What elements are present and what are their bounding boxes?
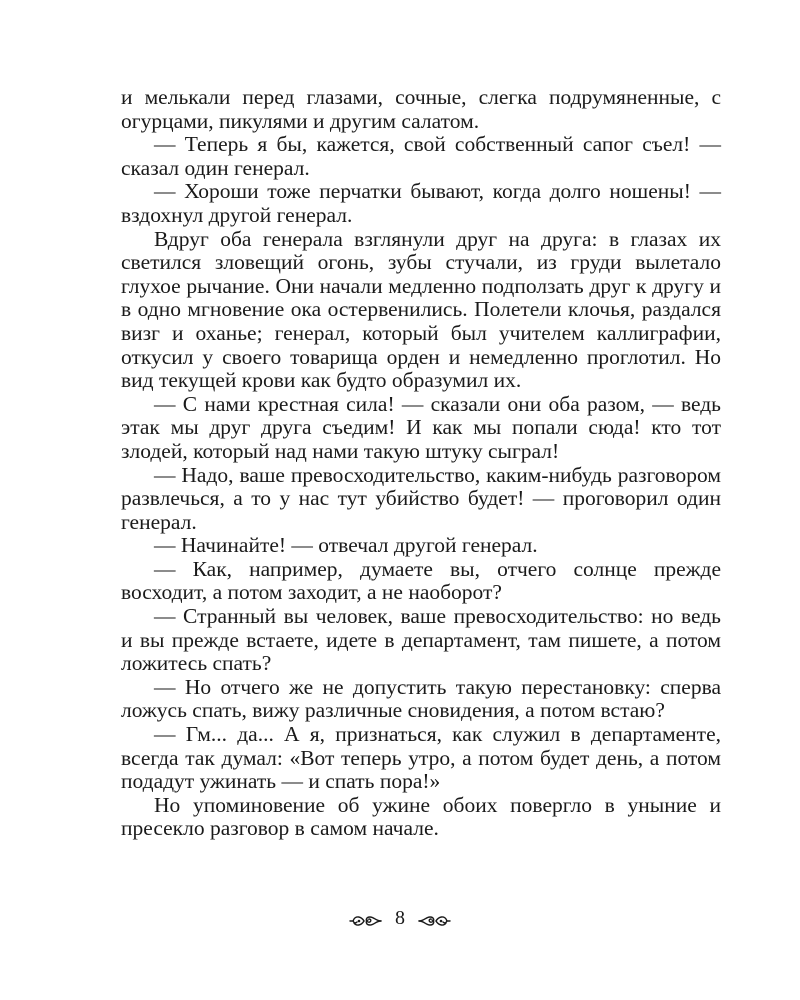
page-footer xyxy=(0,901,800,941)
paragraph-7: — Начинайте! — отвечал другой генерал. xyxy=(154,533,538,558)
paragraph-6: — Надо, ваше превосходительство, каким-нибудь разговором развлечься, а то у нас тут убийство будет! — проговорил один генерал. xyxy=(121,462,721,534)
paragraph-1: и мелькали перед глазами, сочные, слегка подрумяненные, с огурцами, пикулями и другим салатом. xyxy=(121,85,721,133)
paragraph-9: — Странный вы человек, ваше превосходительство: но ведь и вы прежде встаете, идете в департамент, там пишете, а потом ложитесь спать? xyxy=(121,604,721,676)
paragraph-5: — С нами крестная сила! — сказали они оба разом, — ведь этак мы друг друга съедим! И как мы попали сюда! кто тот злодей, который над нами такую штуку сыграл! xyxy=(121,391,721,463)
paragraph-4: Вдруг оба генерала взглянули друг на друга: в глазах их светился зловещий огонь, зубы стучали, из груди вылетало глухое рычание. Они начали медленно подползать друг к другу и в одно мгновение ока остервенились. Полетели клочья, раздался визг и оханье; генерал, который был учителем каллиграфии, откусил у своего товарища орден и немедленно проглотил. Но вид текущей крови как будто образумил их. xyxy=(121,226,721,393)
paragraph-11: — Гм... да... А я, признаться, как служил в департаменте, всегда так думал: «Вот теперь утро, а потом будет день, а потом подадут ужинать — и спать пора!» xyxy=(121,722,721,794)
right-ornament-icon xyxy=(417,912,451,930)
page-text-block xyxy=(121,86,721,841)
paragraph-12: Но упоминовение об ужине обоих повергло в уныние и пресекло разговор в самом начале. xyxy=(121,792,721,841)
paragraph-2: — Теперь я бы, кажется, свой собственный сапог съел! — сказал один генерал. xyxy=(121,132,721,180)
left-ornament-icon xyxy=(349,912,383,930)
page-number: 8 xyxy=(395,907,405,929)
paragraph-8: — Как, например, думаете вы, отчего солнце прежде восходит, а потом заходит, а не наоборот? xyxy=(121,556,721,605)
paragraph-10: — Но отчего же не допустить такую перестановку: сперва ложусь спать, вижу различные сновидения, а потом встаю? xyxy=(121,674,721,723)
paragraph-3: — Хороши тоже перчатки бывают, когда долго ношены! — вздохнул другой генерал. xyxy=(121,179,721,227)
